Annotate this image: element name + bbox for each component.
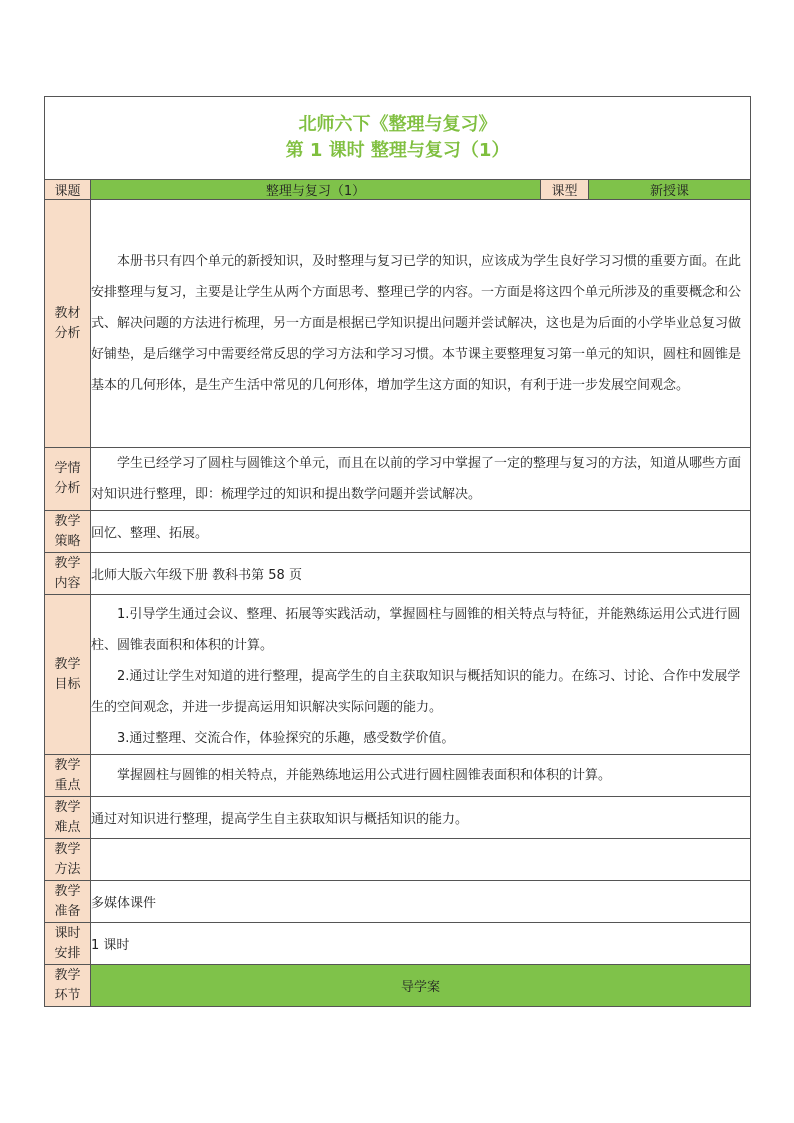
type-label: 课型 xyxy=(541,180,589,200)
goal-item: 2.通过让学生对知道的进行整理，提高学生的自主获取知识与概括知识的能力。在练习、讨论、合作中发展学生的空间观念，并进一步提高运用知识解决实际问题的能力。 xyxy=(91,669,741,715)
title-line-1: 北师六下《整理与复习》 xyxy=(298,114,497,135)
goals-list xyxy=(91,595,751,755)
method-label: 教学方法 xyxy=(45,839,91,881)
method-text xyxy=(91,839,751,881)
content-label: 教学内容 xyxy=(45,553,91,595)
strategy-label: 教学策略 xyxy=(45,511,91,553)
key-points-label: 教学重点 xyxy=(45,755,91,797)
goal-item: 1.引导学生通过会议、整理、拓展等实践活动，掌握圆柱与圆锥的相关特点与特征，并能熟练运用公式进行圆柱、圆锥表面积和体积的计算。 xyxy=(91,607,741,653)
content-text: 北师大版六年级下册 教科书第 58 页 xyxy=(91,553,751,595)
hours-text: 1 课时 xyxy=(91,923,751,965)
difficulties-label: 教学难点 xyxy=(45,797,91,839)
lesson-plan-table xyxy=(44,96,751,1007)
key-points-text: 掌握圆柱与圆锥的相关特点，并能熟练地运用公式进行圆柱圆锥表面积和体积的计算。 xyxy=(91,755,751,797)
title-line-2: 第 1 课时 整理与复习（1） xyxy=(285,140,510,161)
goals-label: 教学目标 xyxy=(45,595,91,755)
topic-value: 整理与复习（1） xyxy=(91,180,541,200)
preparation-text: 多媒体课件 xyxy=(91,881,751,923)
steps-label: 教学环节 xyxy=(45,965,91,1007)
goal-item: 3.通过整理、交流合作，体验探究的乐趣，感受数学价值。 xyxy=(117,731,455,746)
difficulties-text: 通过对知识进行整理，提高学生自主获取知识与概括知识的能力。 xyxy=(91,797,751,839)
preparation-label: 教学准备 xyxy=(45,881,91,923)
title-block xyxy=(45,97,751,180)
lesson-plan xyxy=(44,96,750,1007)
student-analysis-label: 学情分析 xyxy=(45,448,91,511)
material-analysis-text: 本册书只有四个单元的新授知识，及时整理与复习已学的知识，应该成为学生良好学习习惯的重要方面。在此安排整理与复习，主要是让学生从两个方面思考、整理已学的内容。一方面是将这四个单元所涉及的重要概念和公式、解决问题的方法进行梳理，另一方面是根据已学知识提出问题并尝试解决，这也是为后面的小学毕业总复习做好铺垫，是后继学习中需要经常反思的学习方法和学习习惯。本节课主要整理复习第一单元的知识，圆柱和圆锥是基本的几何形体，是生产生活中常见的几何形体，增加学生这方面的知识，有利于进一步发展空间观念。 xyxy=(91,200,751,448)
type-value: 新授课 xyxy=(589,180,751,200)
steps-text: 导学案 xyxy=(91,965,751,1007)
material-analysis-label: 教材分析 xyxy=(45,200,91,448)
student-analysis-text: 学生已经学习了圆柱与圆锥这个单元，而且在以前的学习中掌握了一定的整理与复习的方法，知道从哪些方面对知识进行整理，即：梳理学过的知识和提出数学问题并尝试解决。 xyxy=(91,448,751,511)
strategy-text: 回忆、整理、拓展。 xyxy=(91,511,751,553)
hours-label: 课时安排 xyxy=(45,923,91,965)
topic-label: 课题 xyxy=(45,180,91,200)
